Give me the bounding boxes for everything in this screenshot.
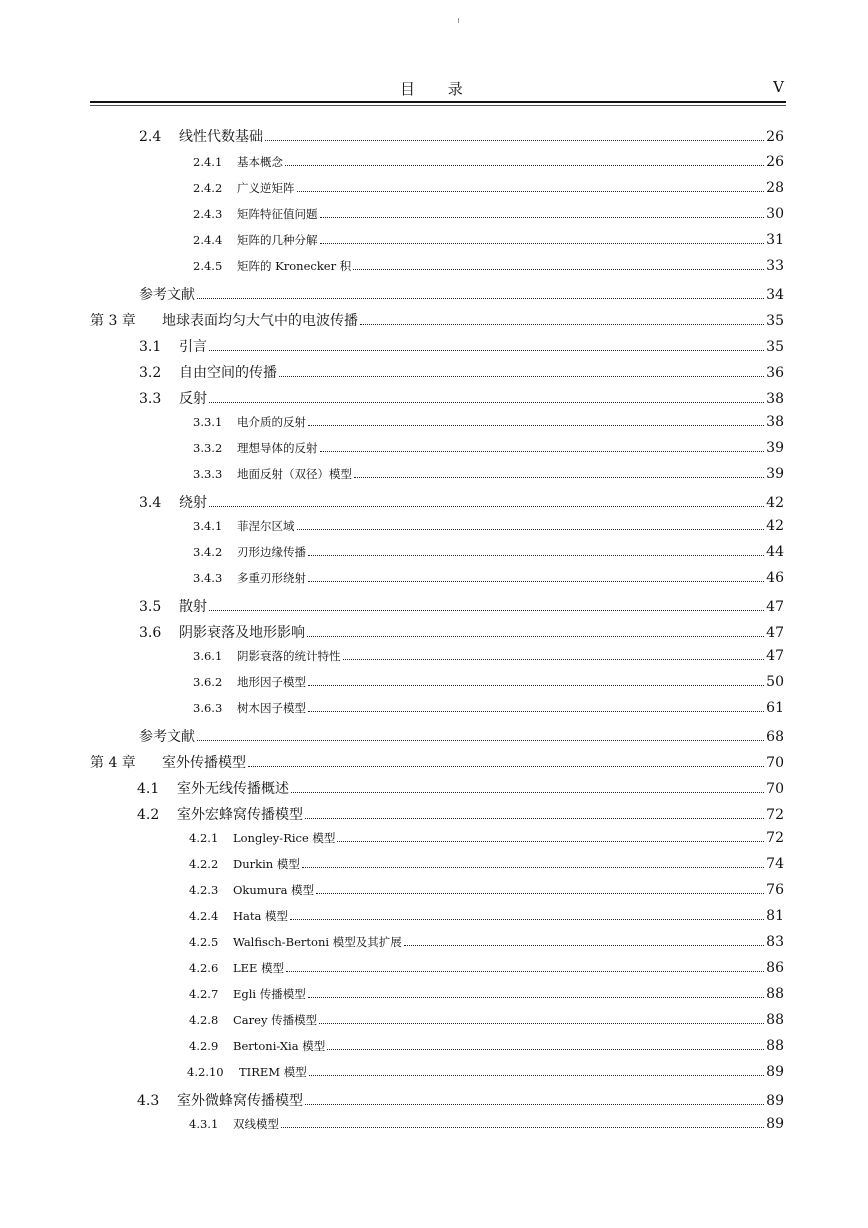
toc-entry-subsection[interactable] xyxy=(193,154,784,170)
entry-page: 26 xyxy=(766,129,784,145)
dot-leader xyxy=(302,867,764,868)
entry-title: 地形因子模型 xyxy=(237,675,306,689)
dot-leader xyxy=(291,792,764,793)
entry-number: 第 4 章 xyxy=(90,755,136,771)
entry-title: 刃形边缘传播 xyxy=(237,545,306,559)
entry-title: 电介质的反射 xyxy=(237,415,306,429)
header-page-number: V xyxy=(773,78,784,96)
toc-entry-section[interactable] xyxy=(139,388,784,408)
toc-entry-subsection[interactable] xyxy=(189,1038,784,1054)
dot-leader xyxy=(309,1075,764,1076)
toc-entry-subsection[interactable] xyxy=(193,544,784,560)
entry-page: 47 xyxy=(766,648,784,664)
entry-title: Carey 传播模型 xyxy=(233,1013,318,1027)
toc-entry-section[interactable] xyxy=(139,596,784,616)
entry-page: 39 xyxy=(766,440,784,456)
entry-page: 70 xyxy=(766,781,784,797)
entry-title: 地面反射（双径）模型 xyxy=(237,467,352,481)
entry-page: 86 xyxy=(766,960,784,976)
entry-number: 4.2.6 xyxy=(189,961,219,975)
entry-page: 26 xyxy=(766,154,784,170)
entry-number: 3.6 xyxy=(139,625,162,641)
toc-entry-subsection[interactable] xyxy=(189,1116,784,1132)
entry-number: 3.3 xyxy=(139,391,162,407)
dot-leader xyxy=(360,324,764,325)
entry-title: 基本概念 xyxy=(237,155,283,169)
entry-title: 矩阵的几种分解 xyxy=(237,233,318,247)
entry-number: 4.2.8 xyxy=(189,1013,219,1027)
dot-leader xyxy=(305,1104,764,1105)
entry-number: 3.3.2 xyxy=(193,441,223,455)
toc-entry-subsection[interactable] xyxy=(193,258,784,274)
dot-leader xyxy=(353,269,764,270)
entry-page: 33 xyxy=(766,258,784,274)
dot-leader xyxy=(285,165,764,166)
toc-entry-section[interactable] xyxy=(139,492,784,512)
dot-leader xyxy=(209,610,764,611)
entry-page: 42 xyxy=(766,518,784,534)
entry-page: 74 xyxy=(766,856,784,872)
toc-entry-subsection[interactable] xyxy=(193,414,784,430)
entry-title: Durkin 模型 xyxy=(233,857,300,871)
entry-page: 30 xyxy=(766,206,784,222)
entry-number: 3.6.3 xyxy=(193,701,223,715)
entry-page: 68 xyxy=(766,729,784,745)
entry-number: 4.2.9 xyxy=(189,1039,219,1053)
toc-entry-subsection[interactable] xyxy=(193,180,784,196)
entry-number: 2.4.5 xyxy=(193,259,223,273)
entry-title: 线性代数基础 xyxy=(179,129,263,145)
toc-entry-subsection[interactable] xyxy=(193,440,784,456)
entry-number: 2.4 xyxy=(139,129,162,145)
entry-page: 88 xyxy=(766,1012,784,1028)
dot-leader xyxy=(308,997,764,998)
entry-number: 4.2.5 xyxy=(189,935,219,949)
dot-leader xyxy=(308,581,764,582)
entry-number: 3.5 xyxy=(139,599,162,615)
toc-entry-section[interactable] xyxy=(139,362,784,382)
entry-title: Okumura 模型 xyxy=(233,883,315,897)
entry-number: 2.4.1 xyxy=(193,155,223,169)
entry-number: 3.6.1 xyxy=(193,649,223,663)
dot-leader xyxy=(320,217,765,218)
dot-leader xyxy=(290,919,764,920)
entry-page: 44 xyxy=(766,544,784,560)
entry-title: Bertoni-Xia 模型 xyxy=(233,1039,326,1053)
entry-title: 双线模型 xyxy=(233,1117,279,1131)
dot-leader xyxy=(307,636,764,637)
entry-page: 28 xyxy=(766,180,784,196)
entry-title: LEE 模型 xyxy=(233,961,285,975)
entry-number: 3.6.2 xyxy=(193,675,223,689)
entry-page: 46 xyxy=(766,570,784,586)
entry-page: 35 xyxy=(766,313,784,329)
entry-title: 矩阵的 Kronecker 积 xyxy=(237,259,352,273)
toc-entry-subsection[interactable] xyxy=(193,206,784,222)
dot-leader xyxy=(286,971,764,972)
toc-entry-subsection[interactable] xyxy=(189,960,784,976)
entry-page: 35 xyxy=(766,339,784,355)
entry-number: 3.4 xyxy=(139,495,162,511)
entry-page: 39 xyxy=(766,466,784,482)
toc-entry-subsection[interactable] xyxy=(189,986,784,1002)
entry-number: 3.3.3 xyxy=(193,467,223,481)
entry-page: 89 xyxy=(766,1116,784,1132)
dot-leader xyxy=(320,451,765,452)
entry-title: 矩阵特征值问题 xyxy=(237,207,318,221)
toc-entry-section[interactable] xyxy=(137,804,784,824)
dot-leader xyxy=(197,740,764,741)
entry-title: Hata 模型 xyxy=(233,909,289,923)
entry-page: 88 xyxy=(766,986,784,1002)
entry-title: 散射 xyxy=(179,599,207,615)
scan-mark xyxy=(458,18,459,23)
entry-page: 89 xyxy=(766,1093,784,1109)
entry-number: 4.1 xyxy=(137,781,160,797)
entry-number: 3.4.3 xyxy=(193,571,223,585)
toc-entry-subsection[interactable] xyxy=(193,232,784,248)
toc-entry-references[interactable] xyxy=(139,284,784,304)
dot-leader xyxy=(337,841,764,842)
dot-leader xyxy=(305,818,764,819)
toc-entry-section[interactable] xyxy=(139,336,784,356)
dot-leader xyxy=(319,1023,764,1024)
entry-page: 31 xyxy=(766,232,784,248)
toc-entry-chapter[interactable] xyxy=(90,752,784,772)
toc-entry-subsection[interactable] xyxy=(193,570,784,586)
dot-leader xyxy=(327,1049,764,1050)
entry-page: 88 xyxy=(766,1038,784,1054)
dot-leader xyxy=(308,685,764,686)
toc-entry-subsection[interactable] xyxy=(189,934,784,950)
entry-title: 理想导体的反射 xyxy=(237,441,318,455)
entry-number: 2.4.2 xyxy=(193,181,223,195)
entry-page: 61 xyxy=(766,700,784,716)
entry-number: 4.2.3 xyxy=(189,883,219,897)
entry-number: 3.4.2 xyxy=(193,545,223,559)
entry-number: 4.2.1 xyxy=(189,831,219,845)
dot-leader xyxy=(320,243,765,244)
entry-number: 4.2.10 xyxy=(187,1065,224,1079)
dot-leader xyxy=(265,140,764,141)
entry-page: 76 xyxy=(766,882,784,898)
dot-leader xyxy=(209,402,764,403)
dot-leader xyxy=(308,425,764,426)
entry-number: 3.3.1 xyxy=(193,415,223,429)
toc-entry-section[interactable] xyxy=(139,126,784,146)
entry-title: 室外微蜂窝传播模型 xyxy=(177,1093,303,1109)
header-rule-thin xyxy=(90,105,786,106)
entry-page: 42 xyxy=(766,495,784,511)
entry-title: 绕射 xyxy=(179,495,207,511)
toc-entry-subsection[interactable] xyxy=(193,674,784,690)
entry-page: 81 xyxy=(766,908,784,924)
entry-number: 第 3 章 xyxy=(90,313,136,329)
entry-title: 阴影衰落及地形影响 xyxy=(179,625,305,641)
toc-entry-section[interactable] xyxy=(139,622,784,642)
entry-page: 47 xyxy=(766,625,784,641)
entry-title: 室外无线传播概述 xyxy=(177,781,289,797)
dot-leader xyxy=(343,659,765,660)
entry-number: 4.3.1 xyxy=(189,1117,219,1131)
header-rule xyxy=(90,101,786,103)
dot-leader xyxy=(308,555,764,556)
toc-entry-subsection[interactable] xyxy=(193,648,784,664)
dot-leader xyxy=(248,766,764,767)
entry-title: 室外宏蜂窝传播模型 xyxy=(177,807,303,823)
entry-page: 72 xyxy=(766,807,784,823)
entry-number: 3.1 xyxy=(139,339,162,355)
toc-entry-subsection[interactable] xyxy=(187,1064,784,1080)
entry-page: 72 xyxy=(766,830,784,846)
entry-page: 70 xyxy=(766,755,784,771)
entry-title: 多重刃形绕射 xyxy=(237,571,306,585)
dot-leader xyxy=(308,711,764,712)
toc-entry-subsection[interactable] xyxy=(189,1012,784,1028)
dot-leader xyxy=(297,191,765,192)
entry-title: 树木因子模型 xyxy=(237,701,306,715)
entry-number: 3.2 xyxy=(139,365,162,381)
entry-page: 34 xyxy=(766,287,784,303)
entry-number: 4.2.4 xyxy=(189,909,219,923)
entry-number: 2.4.3 xyxy=(193,207,223,221)
entry-title: TIREM 模型 xyxy=(239,1065,307,1079)
entry-title: Longley-Rice 模型 xyxy=(233,831,336,845)
entry-number: 3.4.1 xyxy=(193,519,223,533)
dot-leader xyxy=(209,506,764,507)
toc-entry-references[interactable] xyxy=(139,726,784,746)
toc-entry-subsection[interactable] xyxy=(193,700,784,716)
toc-entry-subsection[interactable] xyxy=(193,466,784,482)
entry-number: 4.2.2 xyxy=(189,857,219,871)
entry-title: 室外传播模型 xyxy=(162,755,246,771)
entry-page: 50 xyxy=(766,674,784,690)
entry-title: 引言 xyxy=(179,339,207,355)
entry-title: Walfisch-Bertoni 模型及其扩展 xyxy=(233,935,402,949)
header-title: 目 录 xyxy=(400,80,477,98)
entry-title: 地球表面均匀大气中的电波传播 xyxy=(162,313,358,329)
toc-entry-subsection[interactable] xyxy=(189,856,784,872)
toc-entry-subsection[interactable] xyxy=(189,908,784,924)
entry-number: 4.2 xyxy=(137,807,160,823)
entry-number: 2.4.4 xyxy=(193,233,223,247)
toc-entry-section[interactable] xyxy=(137,778,784,798)
toc-entry-subsection[interactable] xyxy=(189,830,784,846)
dot-leader xyxy=(404,945,764,946)
entry-title: Egli 传播模型 xyxy=(233,987,306,1001)
dot-leader xyxy=(316,893,764,894)
entry-page: 38 xyxy=(766,391,784,407)
entry-page: 38 xyxy=(766,414,784,430)
entry-title: 菲涅尔区域 xyxy=(237,519,295,533)
entry-page: 36 xyxy=(766,365,784,381)
entry-title: 自由空间的传播 xyxy=(179,365,277,381)
toc-entry-subsection[interactable] xyxy=(193,518,784,534)
toc-entry-chapter[interactable] xyxy=(90,310,784,330)
entry-page: 47 xyxy=(766,599,784,615)
dot-leader xyxy=(281,1127,764,1128)
entry-page: 83 xyxy=(766,934,784,950)
running-header xyxy=(90,78,786,98)
dot-leader xyxy=(297,529,765,530)
entry-title: 参考文献 xyxy=(139,287,195,303)
dot-leader xyxy=(209,350,764,351)
entry-title: 参考文献 xyxy=(139,729,195,745)
toc-entry-section[interactable] xyxy=(137,1090,784,1110)
entry-page: 89 xyxy=(766,1064,784,1080)
entry-title: 阴影衰落的统计特性 xyxy=(237,649,341,663)
entry-title: 反射 xyxy=(179,391,207,407)
entry-number: 4.2.7 xyxy=(189,987,219,1001)
dot-leader xyxy=(354,477,764,478)
dot-leader xyxy=(197,298,764,299)
toc-entry-subsection[interactable] xyxy=(189,882,784,898)
entry-number: 4.3 xyxy=(137,1093,160,1109)
dot-leader xyxy=(279,376,764,377)
entry-title: 广义逆矩阵 xyxy=(237,181,295,195)
